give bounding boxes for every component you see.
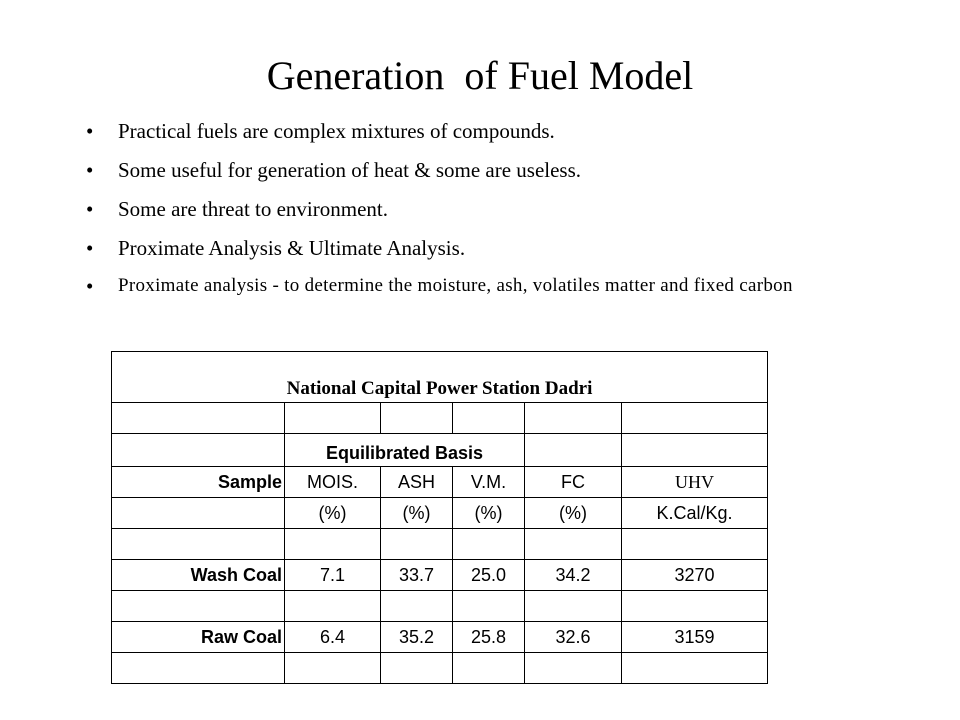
- bullet-text: Some useful for generation of heat & some are useless.: [118, 158, 582, 182]
- sample-name: Wash Coal: [112, 560, 285, 591]
- table-caption: National Capital Power Station Dadri: [112, 352, 768, 403]
- bullet-dot-icon: •: [86, 119, 94, 143]
- value-cell: 34.2: [525, 560, 622, 591]
- value-cell: 32.6: [525, 622, 622, 653]
- bullet-list: [86, 118, 876, 311]
- bullet-dot-icon: •: [86, 274, 94, 298]
- column-header: MOIS.: [285, 467, 381, 498]
- column-header: V.M.: [453, 467, 525, 498]
- unit-cell: (%): [453, 498, 525, 529]
- bullet-item: [86, 118, 876, 144]
- table-row: [112, 653, 768, 684]
- coal-analysis-table: [111, 351, 768, 684]
- table-row: [112, 560, 768, 591]
- bullet-text: Some are threat to environment.: [118, 197, 388, 221]
- value-cell: 3159: [622, 622, 768, 653]
- slide-title: Generation of Fuel Model: [266, 53, 694, 98]
- sample-name: Raw Coal: [112, 622, 285, 653]
- unit-cell: K.Cal/Kg.: [622, 498, 768, 529]
- value-cell: 33.7: [381, 560, 453, 591]
- bullet-item: [86, 196, 876, 222]
- bullet-text: Proximate Analysis & Ultimate Analysis.: [118, 236, 466, 260]
- table-row: [112, 434, 768, 467]
- table-row: [112, 591, 768, 622]
- value-cell: 7.1: [285, 560, 381, 591]
- column-header: FC: [525, 467, 622, 498]
- column-header: ASH: [381, 467, 453, 498]
- value-cell: 3270: [622, 560, 768, 591]
- unit-cell: (%): [525, 498, 622, 529]
- unit-cell: (%): [381, 498, 453, 529]
- column-header-row: [112, 467, 768, 498]
- column-header: UHV: [622, 467, 768, 498]
- bullet-item: [86, 157, 876, 183]
- table-row: [112, 529, 768, 560]
- group-header: Equilibrated Basis: [285, 434, 525, 467]
- value-cell: 25.0: [453, 560, 525, 591]
- bullet-dot-icon: •: [86, 158, 94, 182]
- value-cell: 6.4: [285, 622, 381, 653]
- table-row: [112, 403, 768, 434]
- value-cell: 25.8: [453, 622, 525, 653]
- bullet-text: Practical fuels are complex mixtures of compounds.: [118, 119, 555, 143]
- bullet-text: Proximate analysis - to determine the moisture, ash, volatiles matter and fixed carbon: [118, 275, 793, 296]
- table-caption-row: [112, 352, 768, 403]
- bullet-item: [86, 235, 876, 261]
- unit-row: [112, 498, 768, 529]
- unit-cell: (%): [285, 498, 381, 529]
- table-row: [112, 622, 768, 653]
- value-cell: 35.2: [381, 622, 453, 653]
- bullet-dot-icon: •: [86, 236, 94, 260]
- bullet-dot-icon: •: [86, 197, 94, 221]
- bullet-item: [86, 274, 876, 298]
- sample-header: Sample: [112, 467, 285, 498]
